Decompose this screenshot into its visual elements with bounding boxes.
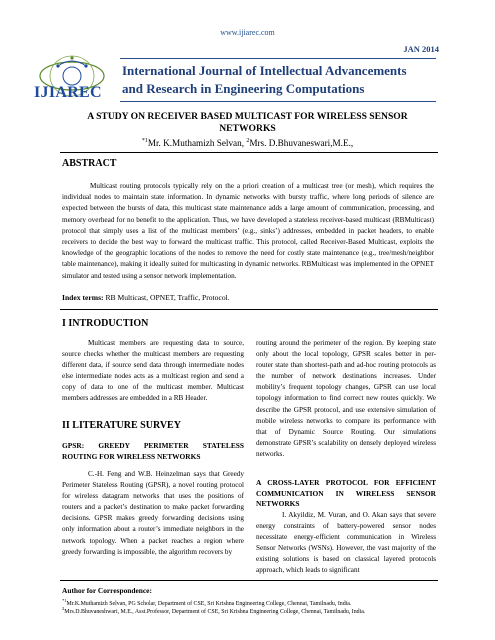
paper-authors [0,136,495,149]
title-divider [60,152,438,153]
footnote-divider [60,580,438,581]
abstract-body: Multicast routing protocols typically rely on the a priori creation of a multicast tree (or mesh), which requires the individual nodes to maintain state information. In dynamic networks with bursty traffic, where long periods of silence are expected between the bursts of data, this multicast state maintenance adds a large amount of communication, processing, and memory overhead for no benefit to the application. Thus, we have developed a stateless receiver-based multicast (RBMulticast) protocol that simply uses a list of the multicast members’ (e.g., sinks’) addresses, embedded in packet headers, to enable receivers to decide the best way to forward the multicast traffic. This protocol, called Receiver-Based Multicast, exploits the knowledge of the geographic locations of the nodes to remove the need for costly state maintenance (e.g., tree/mesh/neighbor table maintenance), making it ideally suited for multicasting in dynamic networks. RBMulticast was implemented in the OPNET simulator and tested using a sensor network implementation. [62,182,434,280]
issue-date: JAN 2014 [403,44,439,54]
author2-name: Mrs. D.Bhuvaneswari,M.E., [249,138,354,149]
introduction-paragraph: Multicast members are requesting data to source, source checks whether the multicast members are requesting different data, if source send data through intermediate nodes else intermediate nodes acts as a multicast region and send a copy of data to one of the multicast member. Multicast members addresses are embedded in a RB Header. [62,339,244,403]
gpsr-paragraph: C.-H. Feng and W.B. Heinzelman says that Greedy Perimeter Stateless Routing (GPSR), a novel routing protocol for wireless datagram networks that uses the positions of routers and a packet’s destination to make packet forwarding decisions. GPSR makes greedy forwarding decisions using only information about a router’s immediate neighbors in the network topology. When a packet reaches a region where greedy forwarding is impossible, the algorithm recovers by [62,470,244,556]
header-rule-top [120,58,436,59]
header-rule-bottom [120,101,436,102]
paper-title [0,111,495,135]
author1-name: Mr. K.Muthamizh Selvan, [147,138,247,149]
index-terms-value: RB Multicast, OPNET, Traffic, Protocol. [103,293,230,302]
gpsr-body [62,469,244,558]
paper-title-line1: A STUDY ON RECEIVER BASED MULTICAST FOR WIRELESS SENSOR [87,111,408,122]
abstract-divider [60,309,438,310]
paper-title-line2: NETWORKS [219,123,276,134]
journal-logo-wordmark: IJIAREC [34,84,102,101]
literature-survey-heading: II LITERATURE SURVEY [62,420,181,431]
gpsr-paragraph-continued: routing around the perimeter of the region. By keeping state only about the local topology, GPSR scales better in per-router state than shortest-path and ad-hoc routing protocols as the number of network destinations increases. Under mobility’s frequent topology changes, GPSR can use local topology information to find correct new routes quickly. We describe the GPSR protocol, and use extensive simulation of mobile wireless networks to compare its performance with that of Dynamic Source Routing. Our simulations demonstrate GPSR’s scalability on densely deployed wireless networks. [256,339,436,458]
journal-name-line1: International Journal of Intellectual Advancements [122,63,407,78]
journal-name [122,62,442,98]
journal-url[interactable]: www.ijiarec.com [220,28,275,37]
introduction-body [62,338,244,405]
author1-marker: *1 [141,138,148,144]
author2-marker: 2 [246,138,250,144]
index-terms [62,293,230,302]
correspondence-heading: Author for Correspondence: [62,586,152,595]
cross-layer-heading: A CROSS-LAYER PROTOCOL FOR EFFICIENT COMMUNICATION IN WIRELESS SENSOR NETWORKS [256,478,436,508]
gpsr-heading: GPSR: GREEDY PERIMETER STATELESS ROUTING FOR WIRELESS NETWORKS [62,441,244,461]
footnote-author2 [62,605,442,616]
footnote2-text: Mrs.D.Bhuvaneshwari, M.E., Asst.Professor, Department of CSE, Sri Krishna Engineering College, Chennai, Tamilnadu, India. [64,608,366,615]
introduction-heading: I INTRODUCTION [62,318,149,329]
gpsr-body-continued [256,338,436,460]
journal-name-line2: and Research in Engineering Computations [122,81,365,96]
footnote1-marker: *1 [62,598,67,603]
abstract-heading: ABSTRACT [62,158,117,169]
footnote2-marker: 2 [62,606,65,611]
cross-layer-paragraph: I. Akyildiz, M. Vuran, and O. Akan says that severe energy constraints of battery-powered sensor nodes necessitate energy-efficient communication in Wireless Sensor Networks (WSNs). However, the vast majority of the existing solutions is based on classical layered protocols approach, which leads to significant [256,511,436,575]
footnote1-text: Mr.K.Muthamizh Selvan, PG Scholar, Department of CSE, Sri Krishna Engineering College, Chennai, Tamilnadu, India. [66,600,352,607]
cross-layer-body [256,510,436,577]
index-terms-label: Index terms: [62,293,104,302]
